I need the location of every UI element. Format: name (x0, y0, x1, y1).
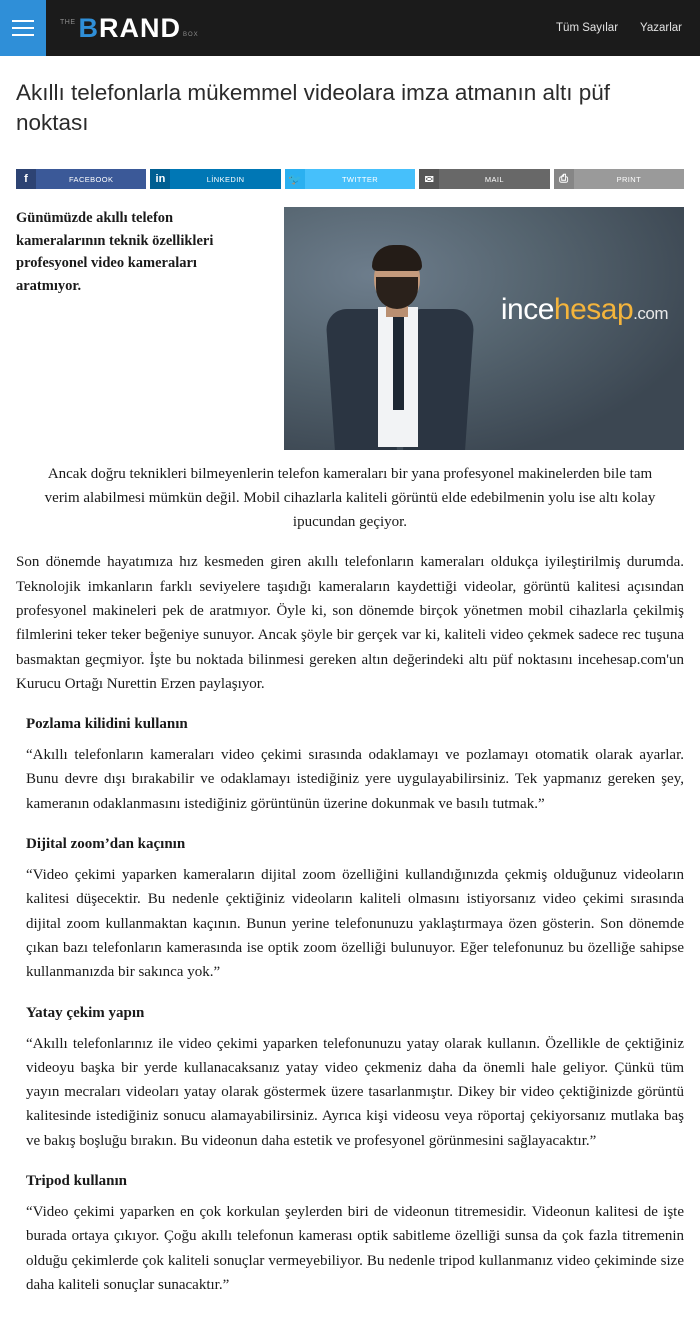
brand-tld: .com (633, 304, 668, 324)
hamburger-bar (12, 27, 34, 29)
section-text-3: “Akıllı telefonlarınız ile video çekimi yaparken telefonunuzu yatay olarak kullanın. Özellikle de çektiğiniz videoyu başka bir yerde kullanacaksanız yatay video çekmeniz daha da önemli hale geliyor. Çünkü tüm yayın mecraları videoları yatay olarak göstermek üzere tasarlanmıştır. Dikey bir video çektiğinizde görüntü kalitesinde istediğiniz sonucu alamayabilirsiniz. Ayrıca kişi videosu veya röportaj çekiyorsanız mutlaka baş ve bakış boşluğu bırakın. Bu videonun daha estetik ve profesyonel görünmesini sağlayacaktır.” (26, 1035, 684, 1149)
beard (376, 277, 418, 309)
nav-item-authors[interactable]: Yazarlar (640, 22, 682, 34)
portrait-figure (322, 245, 482, 450)
share-print-label: PRINT (616, 174, 642, 184)
share-mail-button[interactable] (419, 169, 549, 189)
share-linkedin-button[interactable] (150, 169, 280, 189)
logo-wordmark (78, 12, 182, 43)
lead-block (16, 207, 684, 450)
paragraph-1: Son dönemde hayatımıza hız kesmeden giren akıllı telefonların kameraları oldukça iyileştirilmiş durumda. Teknolojik imkanların farklı seviyelere taşıdığı kameraların kaydettiği videolar, görüntü kalitesi açısından profesyonel makineleri pek de aratmıyor. Öyle ki, son dönemde birçok yönetmen mobil cihazlarla çekilmiş filmlerini teker teker beğeniye sunuyor. Ancak şöyle bir gerçek var ki, kaliteli video çekmek sadece rec tuşuna basmaktan geçmiyor. İşte bu noktada bilinmesi gereken altın değerindeki altı püf noktasını incehesap.com'un Kurucu Ortağı Nurettin Erzen paylaşıyor. (16, 554, 684, 692)
section-heading-3: Yatay çekim yapın (26, 1004, 145, 1021)
hero-image (284, 207, 684, 450)
hamburger-icon[interactable] (0, 0, 46, 56)
tie (393, 315, 404, 410)
section-heading-2: Dijital zoom’dan kaçının (26, 836, 186, 853)
twitter-icon: 🐦 (285, 169, 305, 189)
article-header (0, 56, 700, 147)
share-mail-label: MAIL (484, 174, 504, 184)
section-heading-1: Pozlama kilidini kullanın (26, 716, 188, 733)
share-twitter-label: TWITTER (341, 174, 379, 184)
lead-paragraph: Günümüzde akıllı telefon kameralarının teknik özellikleri profesyonel video kameraları aratmıyor. (16, 210, 214, 294)
logo-b-letter: B (78, 12, 99, 43)
hamburger-bar (12, 20, 34, 22)
logo-rest-letters: RAND (99, 12, 181, 43)
section-text-1: “Akıllı telefonların kameraları video çekimi sırasında odaklamayı ve pozlamayı otomatik olarak ayarlar. Bunu devre dışı bırakabilir ve odaklamayı istediğiniz yere uygulayabilirsiniz. Tek yapmanız gereken şey, kameranın odaklanmasını istediğiniz görüntünün üzerine dokunmak ve basılı tutmak.” (26, 747, 684, 812)
share-print-button[interactable] (554, 169, 684, 189)
brand-second-part: hesap (553, 293, 634, 327)
share-linkedin-label: LİNKEDIN (206, 174, 245, 184)
logo-suffix-text: BOX (183, 31, 199, 38)
facebook-icon: f (16, 169, 36, 189)
share-facebook-label: FACEBOOK (68, 174, 114, 184)
hamburger-bar (12, 34, 34, 36)
section-text-4: “Video çekimi yaparken en çok korkulan şeylerden biri de videonun titremesidir. Videonun kalitesi de işte burada ortaya çıkıyor. Çoğu akıllı telefonun kamerası optik sabitleme özelliği sunsa da çok fazla titremenin olduğu çekimlerde çok kaliteli sonuçlar vermeyebiliyor. Bu nedenle tripod kullanmanız video çekiminde size daha kaliteli sonuçlar sunacaktır.” (26, 1204, 684, 1293)
incehesap-logo (501, 295, 668, 325)
page-title: Akıllı telefonlarla mükemmel videolara imza atmanın altı püf noktası (16, 80, 611, 135)
linkedin-icon: in (150, 169, 170, 189)
site-logo[interactable] (60, 12, 199, 43)
print-icon: ⎙ (554, 169, 574, 189)
main-navigation (556, 22, 682, 34)
bottom-spacer (16, 1297, 684, 1319)
hair (372, 245, 422, 271)
section-heading-4: Tripod kullanın (26, 1173, 128, 1190)
site-header (0, 0, 700, 56)
share-facebook-button[interactable] (16, 169, 146, 189)
nav-item-all-issues[interactable]: Tüm Sayılar (556, 22, 619, 34)
brand-first-part: ince (500, 293, 554, 327)
share-twitter-button[interactable] (285, 169, 415, 189)
section-text-2: “Video çekimi yaparken kameraların dijital zoom özelliğini kullandığınızda çekmiş olduğunuz videoların kalitesi düşecektir. Bu nedenle çektiğiniz videoların kaliteli olmasını istiyorsanız video çekimi sırasında dijital zoom kullanmaktan kaçının. Bunun yerine telefonunuzu yaklaştırmaya özen gösterin. Son dönemde çıkan bazı telefonların kamerasında ise optik zoom özelliği bulunuyor. Eğer telefonunuz bu özelliğe sahipse kullanmanızda bir sakınca yok.” (26, 867, 684, 981)
mail-icon: ✉ (419, 169, 439, 189)
intro-paragraph: Ancak doğru teknikleri bilmeyenlerin telefon kameraları bir yana profesyonel makinelerden bile tam verim alabilmesi mümkün değil. Mobil cihazlarla kaliteli görüntü elde edebilmenin yolu ise altı kolay ipucundan geçiyor. (44, 466, 656, 531)
share-bar (0, 169, 700, 189)
logo-pre-text: THE (60, 18, 76, 26)
article-body (0, 189, 700, 1319)
